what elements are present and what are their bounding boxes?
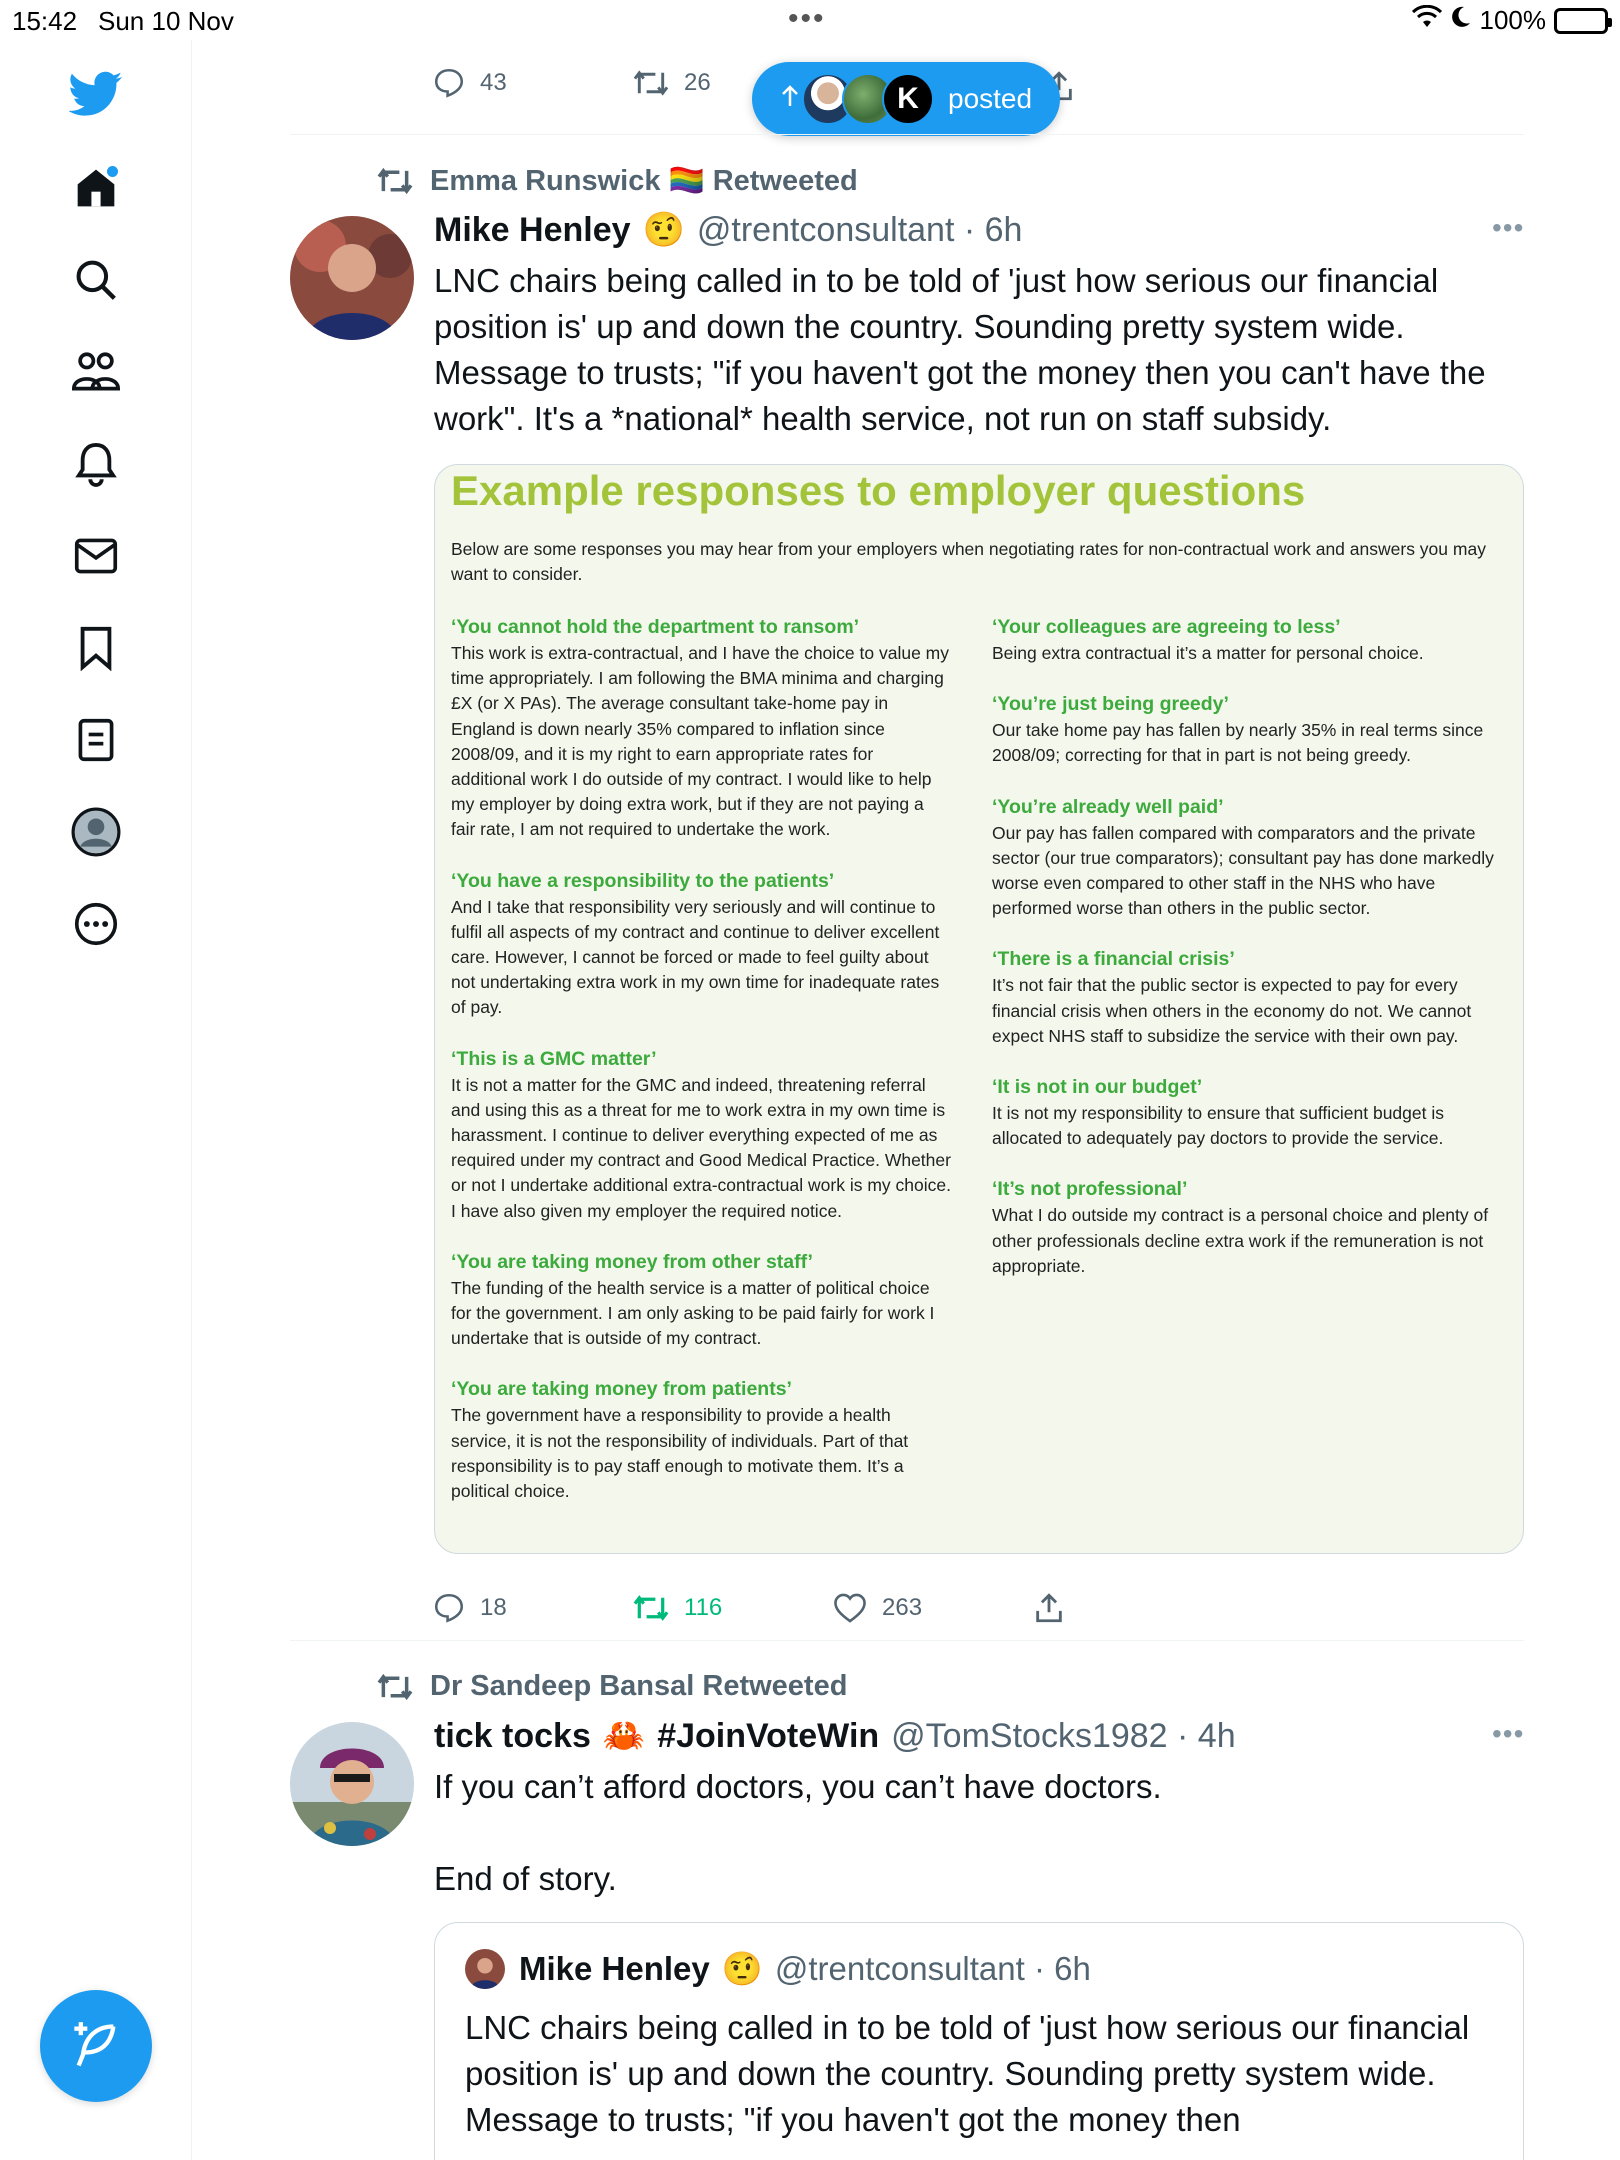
heart-icon bbox=[832, 1592, 868, 1624]
author-emoji: 🤨 bbox=[642, 211, 685, 249]
author-emoji: 🦀 bbox=[602, 1717, 646, 1755]
divider bbox=[290, 1640, 1524, 1641]
tweet-text: LNC chairs being called in to be told of 'just how serious our financial position is' up and down the country. Sounding pretty system wide. Message to trusts; "if you haven't got the money then you can't have the work". It's a *national* health service, not run on staff subsidy. bbox=[434, 262, 1486, 437]
retweet-button[interactable] bbox=[632, 66, 711, 100]
qa-item bbox=[992, 945, 1512, 1049]
notifications-bell-icon[interactable] bbox=[68, 436, 124, 492]
qa-item bbox=[992, 793, 1512, 922]
qa-answer: It’s not fair that the public sector is expected to pay for every financial crisis when others in the economy do not. We cannot expect NHS staff to subsidize the service with their own pay. bbox=[992, 975, 1472, 1046]
qa-question: ‘You’re already well paid’ bbox=[992, 795, 1224, 818]
previous-tweet-actions bbox=[432, 66, 711, 100]
more-options-icon[interactable]: ••• bbox=[1492, 1718, 1525, 1749]
more-options-icon[interactable]: ••• bbox=[1492, 212, 1525, 243]
image-title: Example responses to employer questions bbox=[451, 467, 1306, 514]
retweet-count: 26 bbox=[684, 69, 711, 96]
quoted-tweet-text: LNC chairs being called in to be told of 'just how serious our financial position is' up and down the country. Sounding pretty system wide. Message to trusts; "if you haven't got the money then bbox=[465, 2009, 1470, 2138]
share-button[interactable] bbox=[1032, 1590, 1066, 1626]
retweeted-by-label[interactable]: Dr Sandeep Bansal Retweeted bbox=[430, 1670, 848, 1702]
divider bbox=[290, 134, 1524, 135]
more-options-circle-icon[interactable] bbox=[68, 896, 124, 952]
qa-answer: It is not a matter for the GMC and indeed, threatening referral and using this as a threat for me to work extra in my own time is harassment. I continue to deliver everything expected of me as required under my contract and Good Medical Practice. Whether or not I undertake additional extra-contractual work is my choice. I have also given my employer the required notice. bbox=[451, 1074, 951, 1221]
retweet-icon bbox=[632, 66, 670, 100]
quoted-author-emoji: 🤨 bbox=[721, 1949, 763, 1987]
tweet-text: End of story. bbox=[434, 1860, 617, 1897]
reply-button[interactable] bbox=[432, 1590, 632, 1626]
retweet-context bbox=[376, 1670, 847, 1703]
qa-answer: This work is extra-contractual, and I have the choice to value my time appropriately. I am following the BMA minima and charging £X (or X PAs). The average consultant take-home pay in England is down nearly 35% compared to inflation since 2008/09, and it is my right to earn appropriate rates for additional work I do outside of my contract. I would like to help my employer by doing extra work, but if they are not paying a fair rate, I am not required to undertake the work. bbox=[451, 643, 950, 840]
qa-question: ‘It is not in our budget’ bbox=[992, 1076, 1203, 1099]
avatar[interactable] bbox=[290, 1722, 414, 1846]
tweet-actions bbox=[432, 1590, 1066, 1626]
status-bar bbox=[0, 0, 1620, 40]
compose-tweet-button[interactable] bbox=[40, 1990, 152, 2102]
image-intro: Below are some responses you may hear from your employers when negotiating rates for non-contractual work and answers you may want to consider. bbox=[451, 539, 1486, 584]
avatar[interactable] bbox=[290, 216, 414, 340]
qa-question: ‘It’s not professional’ bbox=[992, 1178, 1188, 1201]
image-right-column bbox=[992, 613, 1512, 1303]
retweet-count: 116 bbox=[684, 1594, 723, 1621]
bookmarks-icon[interactable] bbox=[68, 620, 124, 676]
qa-question: ‘This is a GMC matter’ bbox=[451, 1047, 657, 1070]
qa-answer: The funding of the health service is a matter of political choice for the government. I am only asking to be paid fairly for work I undertake that is outside of my contract. bbox=[451, 1277, 935, 1349]
tweet-text: If you can’t afford doctors, you can’t have doctors. bbox=[434, 1768, 1162, 1805]
tweet-header bbox=[434, 210, 1022, 250]
qa-question: ‘Your colleagues are agreeing to less’ bbox=[992, 616, 1341, 638]
new-posts-pill-button[interactable] bbox=[752, 62, 1060, 136]
qa-answer: The government have a responsibility to provide a health service, it is not the responsibility of individuals. Part of that responsibility is to pay staff enough to motivate them. It’s a political choice. bbox=[451, 1405, 909, 1502]
reply-bubble-icon bbox=[432, 66, 466, 100]
messages-envelope-icon[interactable] bbox=[68, 528, 124, 584]
qa-item bbox=[451, 1375, 951, 1504]
reply-button[interactable] bbox=[432, 66, 632, 100]
qa-item bbox=[992, 1073, 1512, 1151]
retweet-icon bbox=[376, 165, 414, 197]
author-hashtag[interactable]: #JoinVoteWin bbox=[657, 1716, 880, 1755]
sidebar bbox=[0, 40, 192, 2160]
battery-charging-icon bbox=[1554, 8, 1608, 34]
qa-answer: What I do outside my contract is a personal choice and plenty of other professionals decline extra work if the remuneration is not appropriate. bbox=[992, 1205, 1489, 1276]
qa-item bbox=[451, 1248, 951, 1352]
retweeted-by-label[interactable]: Emma Runswick 🏳️‍🌈 Retweeted bbox=[430, 165, 858, 197]
search-icon[interactable] bbox=[68, 252, 124, 308]
compose-feather-icon bbox=[70, 2020, 122, 2072]
qa-question: ‘You are taking money from patients’ bbox=[451, 1378, 792, 1401]
author-name[interactable]: Mike Henley bbox=[434, 210, 631, 249]
qa-answer: Our pay has fallen compared with comparators and the private sector (our true comparators); consultant pay has done markedly worse even compared to other staff in the NHS who have performed worse than others in the public sector. bbox=[992, 822, 1494, 919]
multitask-dots-icon[interactable]: ••• bbox=[788, 2, 826, 35]
qa-item bbox=[451, 1045, 951, 1224]
quoted-tweet[interactable] bbox=[434, 1922, 1524, 2160]
status-right bbox=[1412, 5, 1609, 36]
communities-icon[interactable] bbox=[68, 344, 124, 400]
qa-item bbox=[992, 1175, 1512, 1279]
qa-question: ‘There is a financial crisis’ bbox=[992, 948, 1235, 971]
qa-answer: And I take that responsibility very seriously and will continue to fulfil all aspects of my contract and continue to deliver excellent care. However, I cannot be forced or made to feel guilty about not undertaking extra work in my own time for inadequate rates of pay. bbox=[451, 896, 940, 1018]
timeline bbox=[192, 40, 1620, 2160]
author-name[interactable]: tick tocks bbox=[434, 1716, 591, 1755]
image-left-column bbox=[451, 613, 951, 1528]
new-posts-label: posted bbox=[948, 83, 1033, 114]
retweet-icon bbox=[632, 1591, 670, 1625]
retweet-context bbox=[376, 164, 858, 198]
wifi-icon bbox=[1412, 5, 1442, 36]
qa-question: ‘You’re just being greedy’ bbox=[992, 693, 1229, 716]
qa-item bbox=[992, 613, 1512, 666]
share-icon bbox=[1032, 1590, 1066, 1626]
tweet-header bbox=[434, 1716, 1236, 1756]
quoted-tweet-header bbox=[465, 1949, 1091, 1989]
quoted-author-name: Mike Henley bbox=[519, 1950, 710, 1987]
arrow-up-icon bbox=[780, 83, 800, 115]
qa-item bbox=[992, 690, 1512, 768]
quoted-handle-time: @trentconsultant · 6h bbox=[774, 1950, 1091, 1987]
like-button[interactable] bbox=[832, 1590, 1032, 1626]
do-not-disturb-moon-icon bbox=[1450, 5, 1472, 36]
qa-answer: Being extra contractual it’s a matter for personal choice. bbox=[992, 643, 1424, 663]
author-handle-time[interactable]: @TomStocks1982 · 4h bbox=[891, 1716, 1236, 1755]
twitter-bird-logo-icon[interactable] bbox=[68, 66, 124, 122]
reply-count: 18 bbox=[480, 1594, 507, 1621]
author-handle-time[interactable]: @trentconsultant · 6h bbox=[696, 210, 1023, 249]
lists-icon[interactable] bbox=[68, 712, 124, 768]
qa-question: ‘You are taking money from other staff’ bbox=[451, 1250, 813, 1273]
qa-item bbox=[451, 867, 951, 1021]
qa-question: ‘You have a responsibility to the patients’ bbox=[451, 869, 835, 892]
home-icon[interactable] bbox=[68, 160, 124, 216]
like-count: 263 bbox=[882, 1594, 923, 1621]
reply-bubble-icon bbox=[432, 1591, 466, 1625]
qa-item bbox=[451, 613, 951, 843]
avatar bbox=[465, 1949, 505, 1989]
status-time: 15:42 bbox=[12, 6, 78, 36]
tweet-image[interactable] bbox=[434, 464, 1524, 1554]
retweet-icon bbox=[376, 1671, 414, 1703]
qa-question: ‘You cannot hold the department to ransom’ bbox=[451, 616, 860, 638]
qa-answer: Our take home pay has fallen by nearly 35% in real terms since 2008/09; correcting for that in part is not being greedy. bbox=[992, 720, 1484, 766]
profile-avatar-icon[interactable] bbox=[68, 804, 124, 860]
qa-answer: It is not my responsibility to ensure that sufficient budget is allocated to adequately pay doctors to provide the service. bbox=[992, 1103, 1444, 1149]
status-date: Sun 10 Nov bbox=[98, 6, 234, 36]
retweet-button[interactable] bbox=[632, 1590, 832, 1626]
avatar: K bbox=[882, 73, 934, 125]
battery-percent: 100% bbox=[1479, 5, 1546, 35]
reply-count: 43 bbox=[480, 69, 507, 96]
